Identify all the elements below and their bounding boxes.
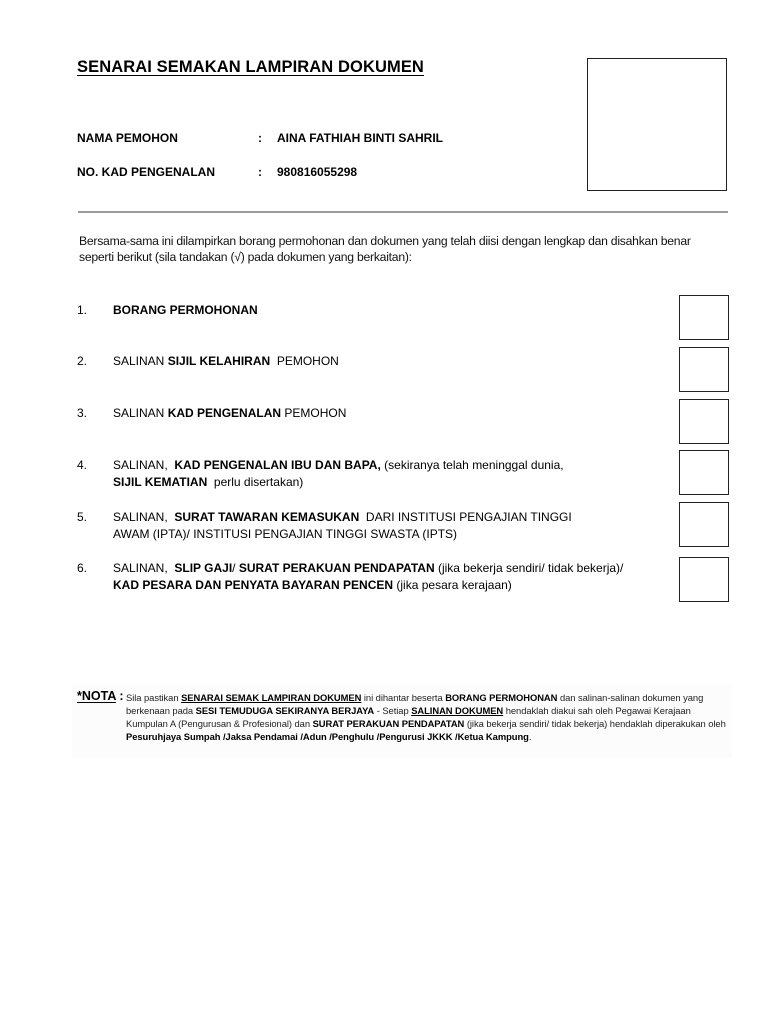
intro-line-2: seperti berikut (sila tandakan (√) pada dokumen yang berkaitan): <box>79 250 412 264</box>
item-number: 5. <box>77 510 88 524</box>
item-bold-text: SIJIL KEMATIAN <box>113 475 208 489</box>
nota-bold-segment: BORANG PERMOHONAN <box>445 692 558 703</box>
item-bold-text: BORANG PERMOHONAN <box>113 303 258 317</box>
checkbox-item-6[interactable] <box>679 557 729 602</box>
item-text: SALINAN <box>113 406 168 420</box>
item-bold-text: KAD PENGENALAN <box>167 406 282 420</box>
item-text: (jika pesara kerajaan) <box>393 578 512 592</box>
checkbox-item-4[interactable] <box>679 450 729 495</box>
ic-label: NO. KAD PENGENALAN <box>77 165 216 179</box>
item-bold-text: SURAT PERAKUAN PENDAPATAN <box>238 561 435 575</box>
item-number: 2. <box>77 354 88 368</box>
nota-bold-segment: SESI TEMUDUGA SEKIRANYA BERJAYA <box>195 705 375 716</box>
checkbox-item-1[interactable] <box>679 295 729 340</box>
ic-separator: : <box>258 165 262 179</box>
checkbox-item-5[interactable] <box>679 502 729 547</box>
nota-segment: Sila pastikan <box>126 692 182 703</box>
item-text: PEMOHON <box>281 406 347 420</box>
nota-bold-segment: Pesuruhjaya Sumpah /Jaksa Pendamai /Adun /Penghulu /Pengurusi JKKK /Ketua Kampung <box>126 731 529 742</box>
item-number: 1. <box>77 303 88 317</box>
checklist-item-6 <box>113 560 673 594</box>
nota-segment: ini dihantar beserta <box>361 692 446 703</box>
checkbox-item-2[interactable] <box>679 347 729 392</box>
name-label: NAMA PEMOHON <box>77 131 178 145</box>
item-text: SALINAN, <box>113 458 175 472</box>
item-text: AWAM (IPTA)/ INSTITUSI PENGAJIAN TINGGI SWASTA (IPTS) <box>113 527 458 541</box>
checklist-item-1 <box>113 302 673 319</box>
checklist-item-4 <box>113 457 673 491</box>
nota-segment: (jika bekerja sendiri/ tidak bekerja) hendaklah diperakukan oleh <box>464 718 729 729</box>
intro-paragraph <box>79 233 719 265</box>
checklist-item-5 <box>113 509 673 543</box>
divider-line <box>78 211 728 213</box>
nota-label-text: *NOTA <box>77 689 116 703</box>
item-text: DARI INSTITUSI PENGAJIAN TINGGI <box>359 510 572 524</box>
nota-colon: : <box>115 689 124 703</box>
item-bold-text: KAD PENGENALAN IBU DAN BAPA, <box>174 458 381 472</box>
nota-segment: hendaklah diakui sah oleh Pegawai Kerajaan Kumpulan A (Pengurusan & Profesional) dan <box>126 705 694 729</box>
nota-segment: . <box>528 731 532 742</box>
item-text: SALINAN, <box>113 561 175 575</box>
item-text: SALINAN <box>113 354 168 368</box>
item-bold-text: SLIP GAJI <box>174 561 233 575</box>
checkbox-item-3[interactable] <box>679 399 729 444</box>
name-value: AINA FATHIAH BINTI SAHRIL <box>277 131 443 145</box>
item-text: / <box>232 561 239 575</box>
nota-bold-segment: SALINAN DOKUMEN <box>411 705 504 716</box>
name-separator: : <box>258 131 262 145</box>
item-bold-text: SIJIL KELAHIRAN <box>167 354 271 368</box>
checklist-item-2 <box>113 353 673 370</box>
nota-bold-segment: SENARAI SEMAK LAMPIRAN DOKUMEN <box>181 692 362 703</box>
ic-value: 980816055298 <box>277 165 358 179</box>
item-bold-text: KAD PESARA DAN PENYATA BAYARAN PENCEN <box>113 578 394 592</box>
item-number: 6. <box>77 561 88 575</box>
nota-segment: - Setiap <box>374 705 412 716</box>
item-text: SALINAN, <box>113 510 175 524</box>
nota-segment: dan salinan-salinan dokumen yang berkenaan pada <box>126 692 706 716</box>
item-bold-text: SURAT TAWARAN KEMASUKAN <box>174 510 360 524</box>
item-text: (jika bekerja sendiri/ tidak bekerja)/ <box>434 561 624 575</box>
item-text: (sekiranya telah meninggal dunia, <box>380 458 564 472</box>
item-text: perlu disertakan) <box>207 475 304 489</box>
photo-box <box>587 58 727 191</box>
nota-bold-segment: SURAT PERAKUAN PENDAPATAN <box>312 718 465 729</box>
intro-line-1: Bersama-sama ini dilampirkan borang permohonan dan dokumen yang telah diisi dengan lengkap dan disahkan benar <box>79 234 691 248</box>
item-text: PEMOHON <box>270 354 339 368</box>
nota-text <box>126 691 732 743</box>
document-title: SENARAI SEMAKAN LAMPIRAN DOKUMEN <box>77 58 424 76</box>
item-number: 3. <box>77 406 88 420</box>
checklist-item-3 <box>113 405 673 422</box>
item-number: 4. <box>77 458 88 472</box>
nota-label <box>77 689 124 703</box>
